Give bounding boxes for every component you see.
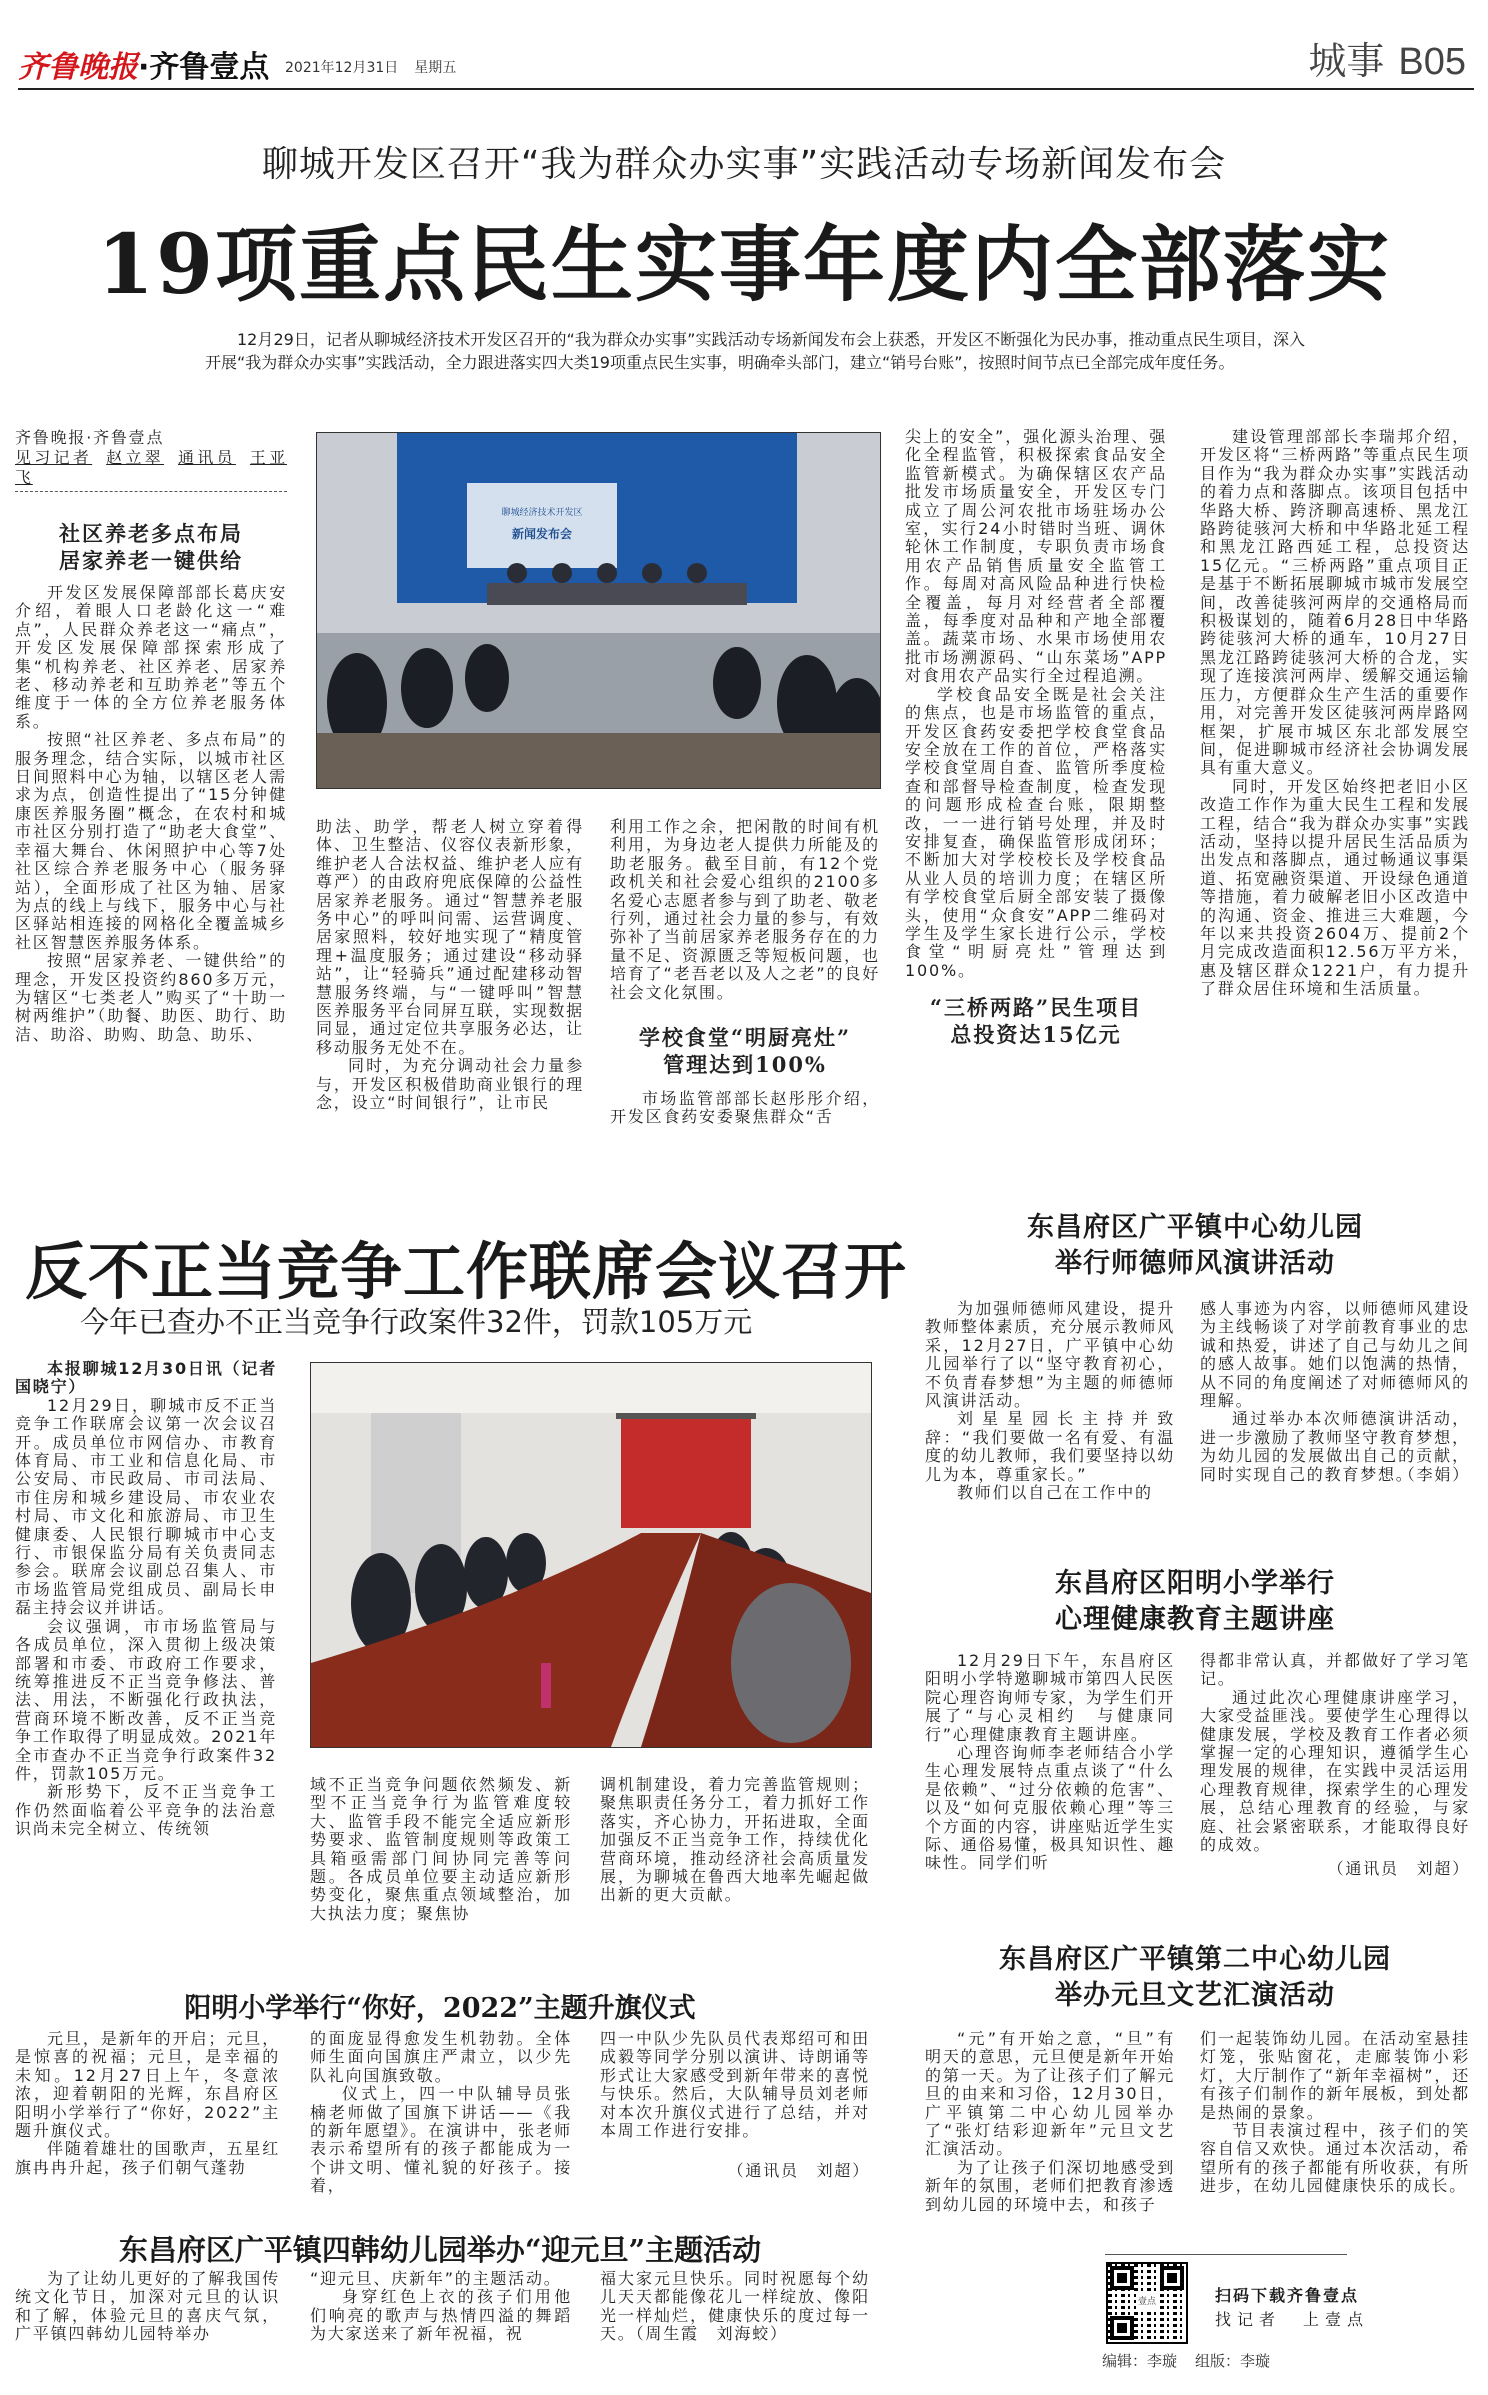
lead-column-3 (610, 818, 880, 1127)
paragraph: 12月29日下午，东昌府区阳明小学特邀聊城市第四人民医院心理咨询师专家，为学生们开展了“与心灵相约 与健康同行”心理健康教育主题讲座。 (925, 1651, 1175, 1744)
paragraph: 同时，为充分调动社会力量参与，开发区积极借助商业银行的理念，设立“时间银行”，让市民 (316, 1056, 584, 1113)
press-conference-photo (316, 432, 881, 789)
author-credit: （李娟） (1398, 1465, 1470, 1485)
paragraph: 建设管理部部长李瑞邦介绍，开发区将“三桥两路”等重点民生项目作为“我为群众办实事”实践活动的着力点和落脚点。该项目包括中华路大桥、跨济聊高速桥、黑龙江路跨徒骇河大桥和中华路北延工程和黑龙江路西延工程，总投资达15亿元。“三桥两路”重点项目正是基于不断拓展聊城市城市发展空间，改善徒骇河两岸的交通格局而积极谋划的，随着6月28日中华路跨徒骇河大桥的通车，10月27日黑龙江路跨徒骇河大桥的合龙，实现了连接滨河两岸、缓解交通运输压力，方便群众生产生活的重要作用，对完善开发区徒骇河两岸路网框架，扩展市城区东北部发展空间，促进聊城市经济社会协调发展具有重大意义。 (1200, 427, 1470, 778)
column-text (1200, 1652, 1470, 1854)
competition-column-1 (15, 1360, 277, 1839)
paragraph: 开发区发展保障部部长葛庆安介绍，着眼人口老龄化这一“难点”，人民群众养老这一“痛点”，开发区发展保障部探索形成了集“机构养老、社区养老、居家养老、移动养老和互助养老”等五个维度于一体的全方位养老服务体系。 (15, 583, 287, 731)
column-text (1200, 2030, 1470, 2196)
teacher-column-2 (1200, 1300, 1470, 1484)
author-credit: （通讯员 刘超） (1327, 1859, 1470, 1879)
editor-credits (1102, 2350, 1270, 2371)
paragraph: 助法、助学，帮老人树立穿着得体、卫生整洁、仪容仪表新形象，维护老人合法权益、维护老人应有尊严）的由政府兜底保障的公益性居家养老服务。通过“智慧养老服务中心”的呼叫问需、运营调度、居家照料，较好地实现了“精度管理+温度服务；通过建设“移动驿站”，让“轻骑兵”通过配建移动智慧服务终端，与“一键呼叫”智慧医养服务平台同屏互联，实现数据同显，通过定位共享服务必达，让移动服务无处不在。 (316, 817, 584, 1057)
paragraph: 学校食品安全既是社会关注的焦点，也是市场监管的重点，开发区食药安委把学校食堂食品安全放在工作的首位，严格落实学校食堂周自查、监管所季度检查和部督导检查制度，检查发现的问题形成检查台账，限期整改，一一进行销号处理，并及时安排复查，确保监管形成闭环；不断加大对学校校长及学校食品从业人员的培训力度；在辖区所有学校食堂后厨全部安装了摄像头，使用“众食安”APP二维码对学生及学生家长进行公示，学校食堂“明厨亮灶”管理达到100%。 (905, 684, 1167, 980)
headline-line: 心理健康教育主题讲座 (1055, 1604, 1335, 1635)
section-name: 城事 (1308, 39, 1385, 83)
paragraph: 会议强调，市市场监管局与各成员单位，深入贯彻上级决策部署和市委、市政府工作要求，统筹推进反不正当竞争修法、普法、用法，不断强化行政执法，营商环境不断改善，反不正当竞争工作取得了明显成效。2021年全市查办不正当竞争行政案件32件，罚款105万元。 (15, 1616, 277, 1783)
teacher-ethics-headline (915, 1210, 1475, 1282)
competition-column-2 (310, 1776, 572, 1923)
meeting-photo (310, 1362, 872, 1748)
paragraph: 们一起装饰幼儿园。在活动室悬挂灯笼，张贴窗花，走廊装饰小彩灯，大厅制作了“新年幸福树”，还有孩子们制作的新年展板，到处都是热闹的景象。 (1200, 2029, 1470, 2122)
paragraph: 得都非常认真，并都做好了学习笔记。 (1200, 1651, 1470, 1689)
flag-column-3 (600, 2030, 870, 2181)
paragraph: 同时，开发区始终把老旧小区改造工作作为重大民生工程和发展工程，结合“我为群众办实事”实践活动，坚持以提升居民生活品质为出发点和落脚点，通过畅通议事渠道、拓宽融资渠道、开设绿色通道等措施，着力破解老旧小区改造中的沟通、资金、推进三大难题，今年以来共投资2604万、提前2个月完成改造面积12.56万平方米，惠及辖区群众1221户，有力提升了群众居住环境和生活质量。 (1200, 776, 1470, 999)
author-credit: （通讯员 刘超） (727, 2161, 870, 2181)
sihan-kindergarten-headline: 东昌府区广平镇四韩幼儿园举办“迎元旦”主题活动 (118, 2233, 762, 2267)
subheading-line: 社区养老多点布局 (59, 521, 243, 546)
dateline: 本报聊城12月30日讯（记者 国晓宁） (15, 1359, 277, 1397)
logo-qilu-yidian: ·齐鲁壹点 (138, 50, 270, 85)
logo-qilu-evening-news: 齐鲁晚报 (18, 50, 138, 85)
new-year-column-1 (925, 2030, 1175, 2214)
subheading-line: “三桥两路”民生项目 (929, 995, 1143, 1021)
headline-line: 东昌府区阳明小学举行 (1055, 1568, 1335, 1599)
byline-role: 通讯员 (178, 448, 236, 467)
paragraph: 调机制建设，着力完善监管规则；聚焦职责任务分工，着力抓好工作落实，齐心协力，开拓进取，全面加强反不正当竞争工作，持续优化营商环境，推动经济社会高质量发展，为聊城在鲁西大地率先崛起做出新的更大贡献。 (600, 1775, 870, 1905)
screen-text: 新闻发布会 (511, 527, 573, 541)
paragraph: 通过举办本次师德演讲活动，进一步激励了教师坚守教育梦想，为幼儿园的发展做出自己的贡献，同时实现自己的教育梦想。 (1200, 1409, 1470, 1484)
subheading-line: 居家养老一键供给 (59, 548, 243, 573)
paragraph: 节目表演过程中，孩子们的笑容自信又欢快。通过本次活动，希望所有的孩子都能有所收获，有所进步，在幼儿园健康快乐的成长。 (1200, 2121, 1470, 2196)
byline-name: 赵立翠 (106, 448, 165, 467)
column-text (610, 818, 880, 1002)
lead-kicker: 聊城开发区召开“我为群众办实事”实践活动专场新闻发布会 (261, 144, 1227, 185)
qr-finder (1160, 2266, 1184, 2290)
flag-column-1 (15, 2030, 280, 2177)
byline (15, 428, 287, 492)
paragraph: 域不正当竞争问题依然频发、新型不正当竞争行为监管难度较大、监管手段不能完全适应新形势要求、监管制度规则等政策工具箱亟需部门间协同完善等问题。各成员单位要主动适应新形势变化，聚焦重点领域整治，加大执法力度；聚焦协 (310, 1775, 572, 1923)
headline-line: 举办元旦文艺汇演活动 (1055, 1980, 1335, 2011)
subheading-line: 总投资达15亿元 (950, 1022, 1122, 1048)
sihan-column-2 (310, 2270, 572, 2344)
issue-date (285, 57, 472, 77)
paragraph: 新形势下，反不正当竞争工作仍然面临着公平竞争的法治意识尚未完全树立、传统领 (15, 1782, 277, 1839)
headline-line: 举行师德师风演讲活动 (1055, 1248, 1335, 1279)
paragraph: 身穿红色上衣的孩子们用他们响亮的歌声与热情四溢的舞蹈为大家送来了新年祝福，祝 (310, 2287, 572, 2344)
headline-line: 东昌府区广平镇第二中心幼儿园 (999, 1944, 1391, 1975)
subheading-bridges-roads (905, 994, 1167, 1048)
competition-headline: 反不正当竞争工作联席会议召开 (25, 1235, 908, 1308)
section-label (1308, 30, 1466, 85)
paragraph: 元旦，是新年的开启；元旦，是惊喜的祝福；元旦，是幸福的未知。12月27日上午，冬意浓浓，迎着朝阳的光辉，东昌府区阳明小学举行了“你好，2022”主题升旗仪式。 (15, 2029, 280, 2141)
paragraph: 心理咨询师李老师结合小学生心理发展特点重点谈了“什么是依赖”、“过分依赖的危害”、以及“如何克服依赖心理”等三个方面的内容，讲座贴近学生实际、通俗易懂，极具知识性、趣味性。同学们听 (925, 1743, 1175, 1873)
sihan-column-1 (15, 2270, 280, 2344)
paragraph: 刘星星园长主持并致辞：“我们要做一名有爱、有温度的幼儿教师，我们要坚持以幼儿为本，尊重家长。” (925, 1409, 1175, 1484)
paragraph: “元”有开始之意，“旦”有明天的意思，元旦便是新年开始的第一天。为了让孩子们了解元旦的由来和习俗，12月30日，广平镇第二中心幼儿园举办了“张灯结彩迎新年”元旦文艺汇演活动。 (925, 2029, 1175, 2159)
footer-divider (1105, 2254, 1347, 2255)
column-text (15, 2030, 280, 2177)
byline-name: 王亚飞 (15, 448, 287, 487)
column-text (310, 2030, 572, 2196)
column-text (600, 1776, 870, 1905)
column-text (15, 1397, 277, 1839)
lead-column-5 (1200, 428, 1470, 999)
column-text (600, 2270, 870, 2344)
flag-ceremony-headline: 阳明小学举行“你好，2022”主题升旗仪式 (184, 1993, 696, 2024)
paragraph: 为了让孩子们深切地感受到新年的氛围，老师们把教育渗透到幼儿园的环境中去，和孩子 (925, 2157, 1175, 2214)
column-text (925, 1300, 1175, 1502)
screen-text: 聊城经济技术开发区 (501, 508, 583, 518)
column-text (925, 1652, 1175, 1873)
mental-health-column-2 (1200, 1652, 1470, 1879)
qr-logo: 壹点 (1136, 2294, 1158, 2310)
paragraph: 四一中队少先队员代表郑绍可和田成毅等同学分别以演讲、诗朗诵等形式让大家感受到新年带来的喜悦与快乐。然后，大队辅导员刘老师对本次升旗仪式进行了总结，并对本周工作进行安排。 (600, 2029, 870, 2141)
new-year-column-2 (1200, 2030, 1470, 2196)
column-text (1200, 1300, 1470, 1484)
byline-outlet: 齐鲁晚报·齐鲁壹点 (15, 428, 165, 447)
masthead-divider (18, 88, 1474, 90)
new-year-show-headline (915, 1942, 1475, 2014)
column-text (15, 2270, 280, 2344)
paragraph: 按照“居家养老、一键供给”的理念，开发区投资约860多万元，为辖区“七类老人”购买了“十助一树两维护”（助餐、助医、助行、助洁、助浴、助购、助急、助乐、 (15, 951, 287, 1044)
paragraph: “迎元旦、庆新年”的主题活动。 (310, 2269, 562, 2288)
mental-health-column-1 (925, 1652, 1175, 1873)
column-text (316, 818, 584, 1113)
paragraph: 利用工作之余，把闲散的时间有机利用，为身边老人提供力所能及的助老服务。截至目前，有12个党政机关和社会爱心组织的2100多名爱心志愿者参与到了助老、敬老行列，通过社会力量的参与，有效弥补了当前居家养老服务存在的力量不足、资源匮乏等短板问题，也培育了“老吾老以及人之老”的良好社会文化氛围。 (610, 817, 880, 1002)
mental-health-headline (915, 1566, 1475, 1638)
headline-line: 东昌府区广平镇中心幼儿园 (1027, 1212, 1363, 1243)
qr-finder (1110, 2266, 1134, 2290)
press-conference-image (317, 433, 880, 788)
page-number: B05 (1398, 41, 1466, 83)
subheading-school-canteen (610, 1024, 880, 1078)
teacher-column-1 (925, 1300, 1175, 1502)
paragraph: 12月29日，聊城市反不正当竞争工作联席会议第一次会议召开。成员单位市网信办、市教育体育局、市工业和信息化局、市公安局、市民政局、市司法局、市住房和城乡建设局、市农业农村局、市文化和旅游局、市卫生健康委、人民银行聊城市中心支行、市银保监分局有关负责同志参会。联席会议副总召集人、市市场监管局党组成员、副局长申磊主持会议并讲话。 (15, 1395, 277, 1618)
column-text (925, 2030, 1175, 2214)
flag-column-2 (310, 2030, 572, 2196)
column-text (905, 428, 1167, 980)
subheading-elderly-care (15, 520, 287, 574)
column-text (600, 2030, 870, 2140)
paragraph: 为了让幼儿更好的了解我国传统文化节日，加深对元旦的认识和了解，体验元旦的喜庆气氛，广平镇四韩幼儿园特举办 (15, 2269, 280, 2344)
column-text (15, 584, 287, 1044)
scan-slogan: 找记者 上壹点 (1215, 2310, 1370, 2329)
lead-column-2 (316, 818, 584, 1113)
column-text (610, 1090, 880, 1127)
paragraph: 教师们以自己在工作中的 (957, 1483, 1153, 1503)
column-text (310, 1776, 572, 1923)
competition-subheadline: 今年已查办不正当竞争行政案件32件，罚款105万元 (80, 1305, 753, 1339)
layout-editor-name: 组版：李璇 (1195, 2352, 1271, 2370)
paragraph: 通过此次心理健康讲座学习，大家受益匪浅。要使学生心理得以健康发展，学校及教育工作者必须掌握一定的心理知识，遵循学生心理发展的规律，在实践中灵活运用心理教育规律，探索学生的心理发展，总结心理教育的经验，与家庭、社会紧密联系，才能取得良好的成效。 (1200, 1687, 1470, 1855)
app-download-promo (1215, 2284, 1369, 2332)
subheading-line: 管理达到100% (663, 1052, 827, 1078)
paragraph: 为加强师德师风建设，提升教师整体素质，充分展示教师风采，12月27日，广平镇中心幼儿园举行了以“坚守教育初心，不负青春梦想”为主题的师德师风演讲活动。 (925, 1299, 1175, 1411)
weekday-text: 星期五 (414, 60, 457, 76)
lead-column-1 (15, 428, 287, 1044)
column-text (1200, 428, 1470, 999)
qr-code[interactable] (1106, 2262, 1188, 2344)
lead-summary: 12月29日，记者从聊城经济技术开发区召开的“我为群众办实事”实践活动专场新闻发布会上获悉，开发区不断强化为民办事，推动重点民生项目，深入开展“我为群众办实事”实践活动，全力跟进落实四大类19项重点民生实事，明确牵头部门，建立“销号台账”，按照时间节点已全部完成年度任务。 (205, 330, 1305, 372)
paragraph: 福大家元旦快乐。同时祝愿每个幼儿天天都能像花儿一样绽放、像阳光一样灿烂，健康快乐的度过每一天。（周生霞 刘海蛟） (600, 2269, 870, 2344)
paragraph: 尖上的安全”，强化源头治理、强化全程监管，积极探索食品安全监管新模式。为确保辖区农产品批发市场质量安全，开发区专门成立了周公河农批市场驻场办公室，实行24小时错时当班、调休轮休工作制度，专职负责市场食用农产品销售质量安全监管工作。每周对高风险品种进行快检全覆盖，每月对经营者全部覆盖，每季度对品种和产地全部覆盖。蔬菜市场、水果市场使用农批市场溯源码、“山东菜场”APP对食用农产品实行全过程追溯。 (905, 427, 1167, 686)
paragraph: 按照“社区养老、多点布局”的服务理念，结合实际，以城市社区日间照料中心为轴，以辖区老人需求为点，创造性提出了“15分钟健康医养服务圈”概念，在农村和城市社区分别打造了“助老大食堂”、幸福大舞台、休闲照护中心等7处社区综合养老服务中心（服务驿站），全面形成了社区为轴、居家为点的线上与线下，服务中心与社区驿站相连接的网格化全覆盖城乡社区智慧医养服务体系。 (15, 730, 287, 952)
meeting-room-image (311, 1363, 871, 1747)
date-text: 2021年12月31日 (285, 60, 399, 76)
lead-column-4 (905, 428, 1167, 1048)
byline-role: 见习记者 (15, 448, 93, 467)
column-text (310, 2270, 572, 2344)
sihan-column-3 (600, 2270, 870, 2344)
lead-headline: 19项重点民生实事年度内全部落实 (96, 217, 1392, 313)
paragraph: 伴随着雄壮的国歌声，五星红旗冉冉升起，孩子们朝气蓬勃 (15, 2139, 280, 2177)
scan-prompt: 扫码下载齐鲁壹点 (1215, 2286, 1360, 2305)
subheading-line: 学校食堂“明厨亮灶” (638, 1025, 852, 1051)
paragraph: 的面庞显得愈发生机勃勃。全体师生面向国旗庄严肃立，以少先队礼向国旗致敬。 (310, 2029, 572, 2085)
paragraph: 市场监管部部长赵彤彤介绍，开发区食药安委聚焦群众“舌 (610, 1089, 880, 1127)
paragraph: 仪式上，四一中队辅导员张楠老师做了国旗下讲话——《我的新年愿望》。在演讲中，张老师表示希望所有的孩子都能成为一个讲文明、懂礼貌的好孩子。接着， (310, 2084, 572, 2196)
editor-name: 编辑：李璇 (1102, 2352, 1178, 2370)
newspaper-logo (18, 42, 269, 86)
competition-column-3 (600, 1776, 870, 1905)
qr-finder (1110, 2316, 1134, 2340)
paragraph: 感人事迹为内容，以师德师风建设为主线畅谈了对学前教育事业的忠诚和热爱，讲述了自己与幼儿之间的感人故事。她们以饱满的热情，从不同的角度阐述了对师德师风的理解。 (1200, 1299, 1470, 1411)
